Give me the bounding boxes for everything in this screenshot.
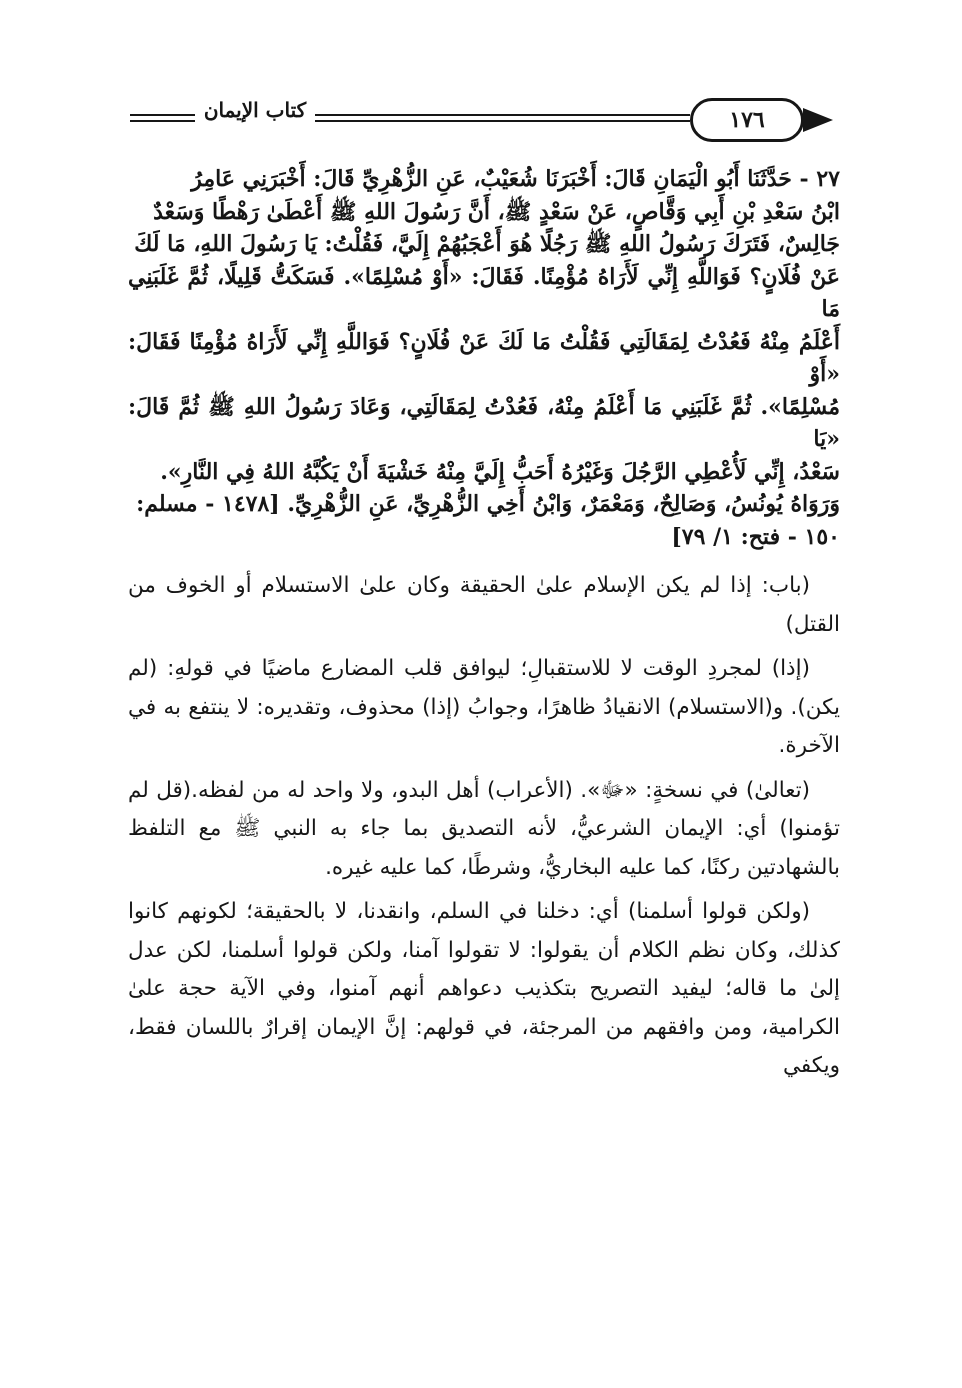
- commentary: [128, 567, 840, 1086]
- commentary-paragraph: [128, 650, 840, 766]
- book-title: كتاب الإيمان: [203, 98, 307, 122]
- chapter-heading: [128, 567, 840, 644]
- commentary-paragraph-text: (ولكن قولوا أسلمنا) أي: دخلنا في السلم، وانقدنا، لا بالحقيقة؛ لكونهم كانوا كذلك، وكان نظم الكلام أن يقولوا: لا تقولوا آمنا، ولكن قولوا أسلمنا، لكن عدل إلىٰ ما قاله؛ ليفيد التصريح بتكذيب دعواهم أنهم آمنوا، وفي الآية حجة علىٰ الكرامية، ومن وافقهم من المرجئة، في قولهم: إنَّ الإيمان إقرارٌ باللسان فقط، ويكفي: [128, 899, 840, 1078]
- hadith-line: ١٥٠ - فتح: ١/ ٧٩]: [671, 523, 840, 550]
- page-body: [128, 163, 840, 1092]
- hadith-line: ٢٧ - حَدَّثَنَا أَبُو الْيَمَانِ قَالَ: أَخْبَرَنَا شُعَيْبٌ، عَنِ الزُّهْرِيِّ قَالَ: أَخْبَرَنِي عَامِرُ: [191, 166, 840, 192]
- hadith-line: سَعْدُ، إِنِّي لَأُعْطِي الرَّجُلَ وَغَيْرُهُ أَحَبُّ إِلَيَّ مِنْهُ خَشْيَةَ أَنْ يَكُبَّهُ اللهُ فِي النَّارِ».: [160, 458, 840, 485]
- commentary-paragraph-text: (إذا) لمجردِ الوقت لا للاستقبالِ؛ ليوافق قلب المضارع ماضيًا في قولهِ: (لم يكن). و(الاستسلام) الانقيادُ ظاهرًا، وجوابُ (إذا) محذوف، وتقديره: لا ينتفع به في الآخرة.: [128, 656, 840, 758]
- hadith-line: عَنْ فُلَانٍ؟ فَوَاللَّهِ إِنِّي لَأَرَاهُ مُؤْمِنًا. فَقَالَ: «أَوْ مُسْلِمًا». فَسَكَتُّ قَلِيلًا، ثُمَّ غَلَبَنِي مَا: [128, 263, 840, 322]
- page-number: ١٧٦: [690, 98, 804, 142]
- hadith-line: أَعْلَمُ مِنْهُ فَعُدْتُ لِمَقَالَتِي فَقُلْتُ مَا لَكَ عَنْ فُلَانٍ؟ فَوَاللَّهِ إِنِّي لَأَرَاهُ مُؤْمِنًا فَقَالَ: «أَوْ: [128, 328, 840, 387]
- hadith-line: ابْنُ سَعْدِ بْنِ أَبِي وَقَّاصٍ، عَنْ سَعْدٍ ﷺ، أَنَّ رَسُولَ اللهِ ﷺ أَعْطَىٰ رَهْطًا وَسَعْدٌ: [153, 198, 840, 225]
- hadith-line: جَالِسٌ، فَتَرَكَ رَسُولُ اللهِ ﷺ رَجُلًا هُوَ أَعْجَبُهُمْ إِلَيَّ، فَقُلْتُ: يَا رَسُولَ اللهِ، مَا لَكَ: [134, 231, 840, 257]
- hadith-line: وَرَوَاهُ يُونُسُ، وَصَالِحٌ، وَمَعْمَرٌ، وَابْنُ أَخِي الزُّهْرِيِّ، عَنِ الزُّهْرِيِّ. [١٤٧٨ - مسلم:: [136, 491, 840, 517]
- commentary-paragraph: [128, 772, 840, 888]
- page-header: [130, 92, 840, 144]
- commentary-paragraph: [128, 893, 840, 1086]
- commentary-paragraph-text: (تعالىٰ) في نسخةٍ: «ﷻ». (الأعراب) أهل البدو، ولا واحد له من لفظه.(قل لم تؤمنوا) أي: الإيمان الشرعيُّ، لأنه التصديق بما جاء به النبي ﷺ مع التلفظ بالشهادتين ركنًا، كما عليه البخاريُّ، وشرطًا، كما عليه غيره.: [128, 777, 840, 880]
- hadith-line: مُسْلِمًا». ثُمَّ غَلَبَنِي مَا أَعْلَمُ مِنْهُ، فَعُدْتُ لِمَقَالَتِي، وَعَادَ رَسُولُ اللهِ ﷺ ثُمَّ قَالَ: «يَا: [128, 393, 840, 452]
- hadith-text: [128, 163, 840, 553]
- chapter-heading-text: (باب: إذا لم يكن الإسلام علىٰ الحقيقة وكان علىٰ الاستسلام أو الخوف من القتل): [128, 573, 840, 637]
